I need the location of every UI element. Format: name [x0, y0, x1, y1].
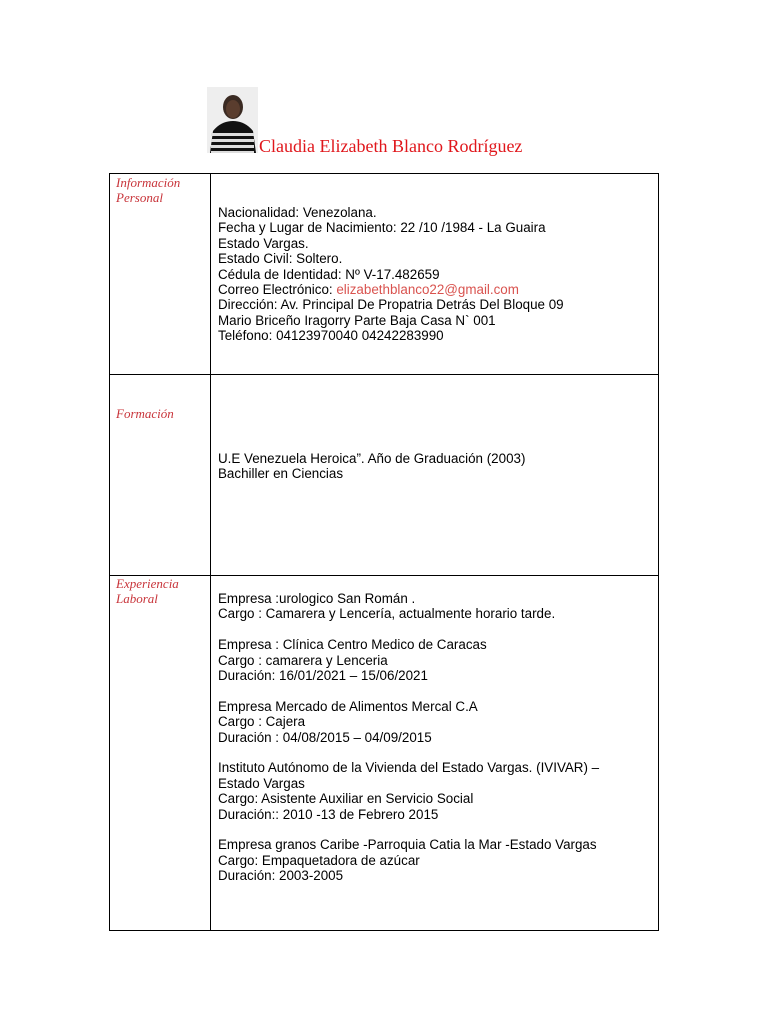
job-line: Cargo: Empaquetadora de azúcar: [218, 852, 420, 868]
job-entry: [218, 591, 658, 622]
job-line: Cargo : Camarera y Lencería, actualmente horario tarde.: [218, 606, 556, 622]
job-line: Duración:: 2010 -13 de Febrero 2015: [218, 806, 439, 822]
address-line-1: Dirección: Av. Principal De Propatria Detrás Del Bloque 09: [218, 297, 564, 313]
id-card: Cédula de Identidad: Nº V-17.482659: [218, 266, 440, 282]
job-line: Instituto Autónomo de la Vivienda del Estado Vargas. (IVIVAR) –: [218, 760, 600, 776]
address-line-2: Mario Briceño Iragorry Parte Baja Casa N` 001: [218, 312, 496, 328]
civil-status: Estado Civil: Soltero.: [218, 251, 343, 267]
experience-row: [110, 576, 659, 931]
job-entry: [218, 837, 658, 883]
cv-table: [109, 173, 659, 931]
education-label-cell: [110, 375, 211, 576]
birth-line-2: Estado Vargas.: [218, 235, 309, 251]
job-line: Duración: 2003-2005: [218, 868, 344, 884]
personal-content-cell: [211, 174, 659, 375]
job-line: Empresa :urologico San Román .: [218, 591, 416, 606]
degree: Bachiller en Ciencias: [218, 466, 344, 482]
job-line: Cargo: Asistente Auxiliar en Servicio Social: [218, 791, 474, 807]
nationality: Nacionalidad: Venezolana.: [218, 205, 377, 220]
job-entry: [218, 760, 658, 822]
personal-section-label: Información Personal: [116, 175, 181, 205]
full-name: Claudia Elizabeth Blanco Rodríguez: [259, 136, 523, 156]
email-link[interactable]: elizabethblanco22@gmail.com: [336, 282, 519, 298]
job-line: Estado Vargas: [218, 775, 305, 791]
education-content: [211, 375, 658, 482]
experience-content-cell: [211, 576, 659, 931]
school: U.E Venezuela Heroica”. Año de Graduación (2003): [218, 451, 526, 466]
phone: Teléfono: 04123970040 04242283990: [218, 328, 444, 344]
experience-content: [211, 576, 658, 884]
job-entry: [218, 699, 658, 745]
job-line: Cargo : Cajera: [218, 714, 306, 730]
personal-row: [110, 174, 659, 375]
profile-photo: [207, 87, 258, 153]
job-line: Cargo : camarera y Lenceria: [218, 652, 388, 668]
education-content-cell: [211, 375, 659, 576]
experience-label-cell: [110, 576, 211, 931]
birth-line-1: Fecha y Lugar de Nacimiento: 22 /10 /1984 - La Guaira: [218, 220, 546, 236]
personal-label-cell: [110, 174, 211, 375]
education-row: [110, 375, 659, 576]
experience-section-label: Experiencia Laboral: [116, 576, 179, 606]
job-line: Empresa granos Caribe -Parroquia Catia la Mar -Estado Vargas: [218, 837, 597, 853]
job-line: Empresa : Clínica Centro Medico de Caracas: [218, 637, 487, 653]
email-line: [218, 282, 658, 297]
job-line: Empresa Mercado de Alimentos Mercal C.A: [218, 698, 478, 714]
email-label: Correo Electrónico:: [218, 282, 337, 298]
job-entry: [218, 637, 658, 683]
job-line: Duración: 16/01/2021 – 15/06/2021: [218, 668, 428, 684]
job-line: Duración : 04/08/2015 – 04/09/2015: [218, 729, 432, 745]
personal-content: [211, 174, 658, 344]
education-section-label: Formación: [116, 406, 174, 421]
